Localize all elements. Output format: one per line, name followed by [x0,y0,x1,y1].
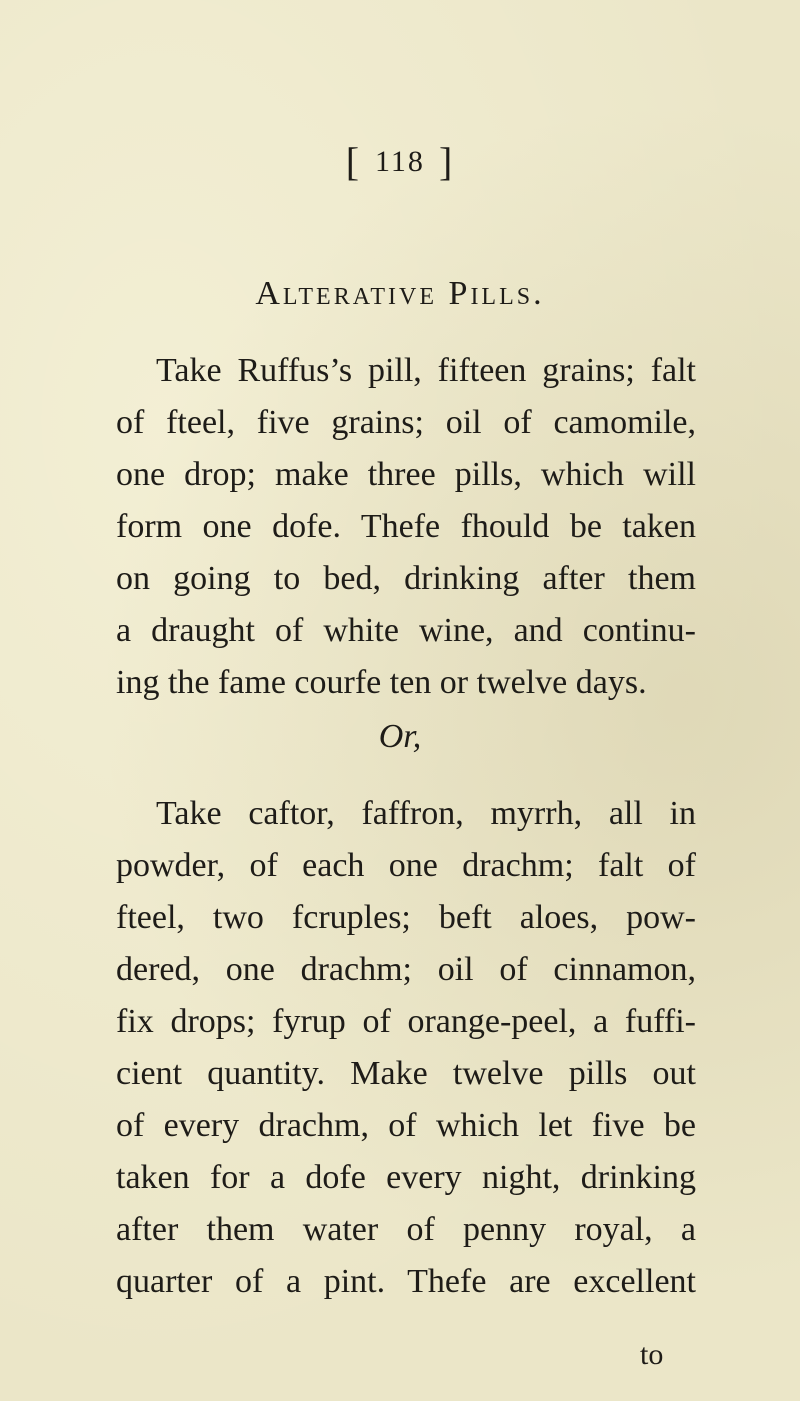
paragraph-line: dered, one drachm; oil of cinnamon, [116,951,696,988]
paragraph-line: a draught of white wine, and continu- [116,612,696,649]
paragraph-line: powder, of each one drachm; falt of [116,847,696,884]
paragraph-line: one drop; make three pills, which will [116,456,696,493]
paragraph-line: of fteel, five grains; oil of camomile, [116,404,696,441]
paragraph-line: fteel, two fcruples; beft aloes, pow- [116,899,696,936]
page-header [0,138,800,185]
paragraph-line: after them water of penny royal, a [116,1211,696,1248]
paragraph-line: of every drachm, of which let five be [116,1107,696,1144]
paragraph-line: Take caftor, faffron, myrrh, all in [156,795,696,832]
paragraph-line: taken for a dofe every night, drinking [116,1159,696,1196]
paragraph-line: ing the fame courfe ten or twelve days. [116,664,647,701]
paragraph-line: on going to bed, drinking after them [116,560,696,597]
catchword: to [640,1338,664,1371]
paragraph-1 [116,345,696,709]
paragraph-line: form one dofe. Thefe fhould be taken [116,508,696,545]
close-bracket: ] [438,139,455,184]
section-title: Alterative Pills. [255,275,545,312]
or-label: Or, [378,718,422,755]
paragraph-2 [116,788,696,1308]
open-bracket: [ [345,139,362,184]
paragraph-line: cient quantity. Make twelve pills out [116,1055,696,1092]
page-number: 118 [375,145,425,178]
paragraph-line: fix drops; fyrup of orange-peel, a fuffi- [116,1003,696,1040]
paragraph-line: Take Ruffus’s pill, fifteen grains; falt [156,352,696,389]
paragraph-line: quarter of a pint. Thefe are excellent [116,1263,696,1300]
